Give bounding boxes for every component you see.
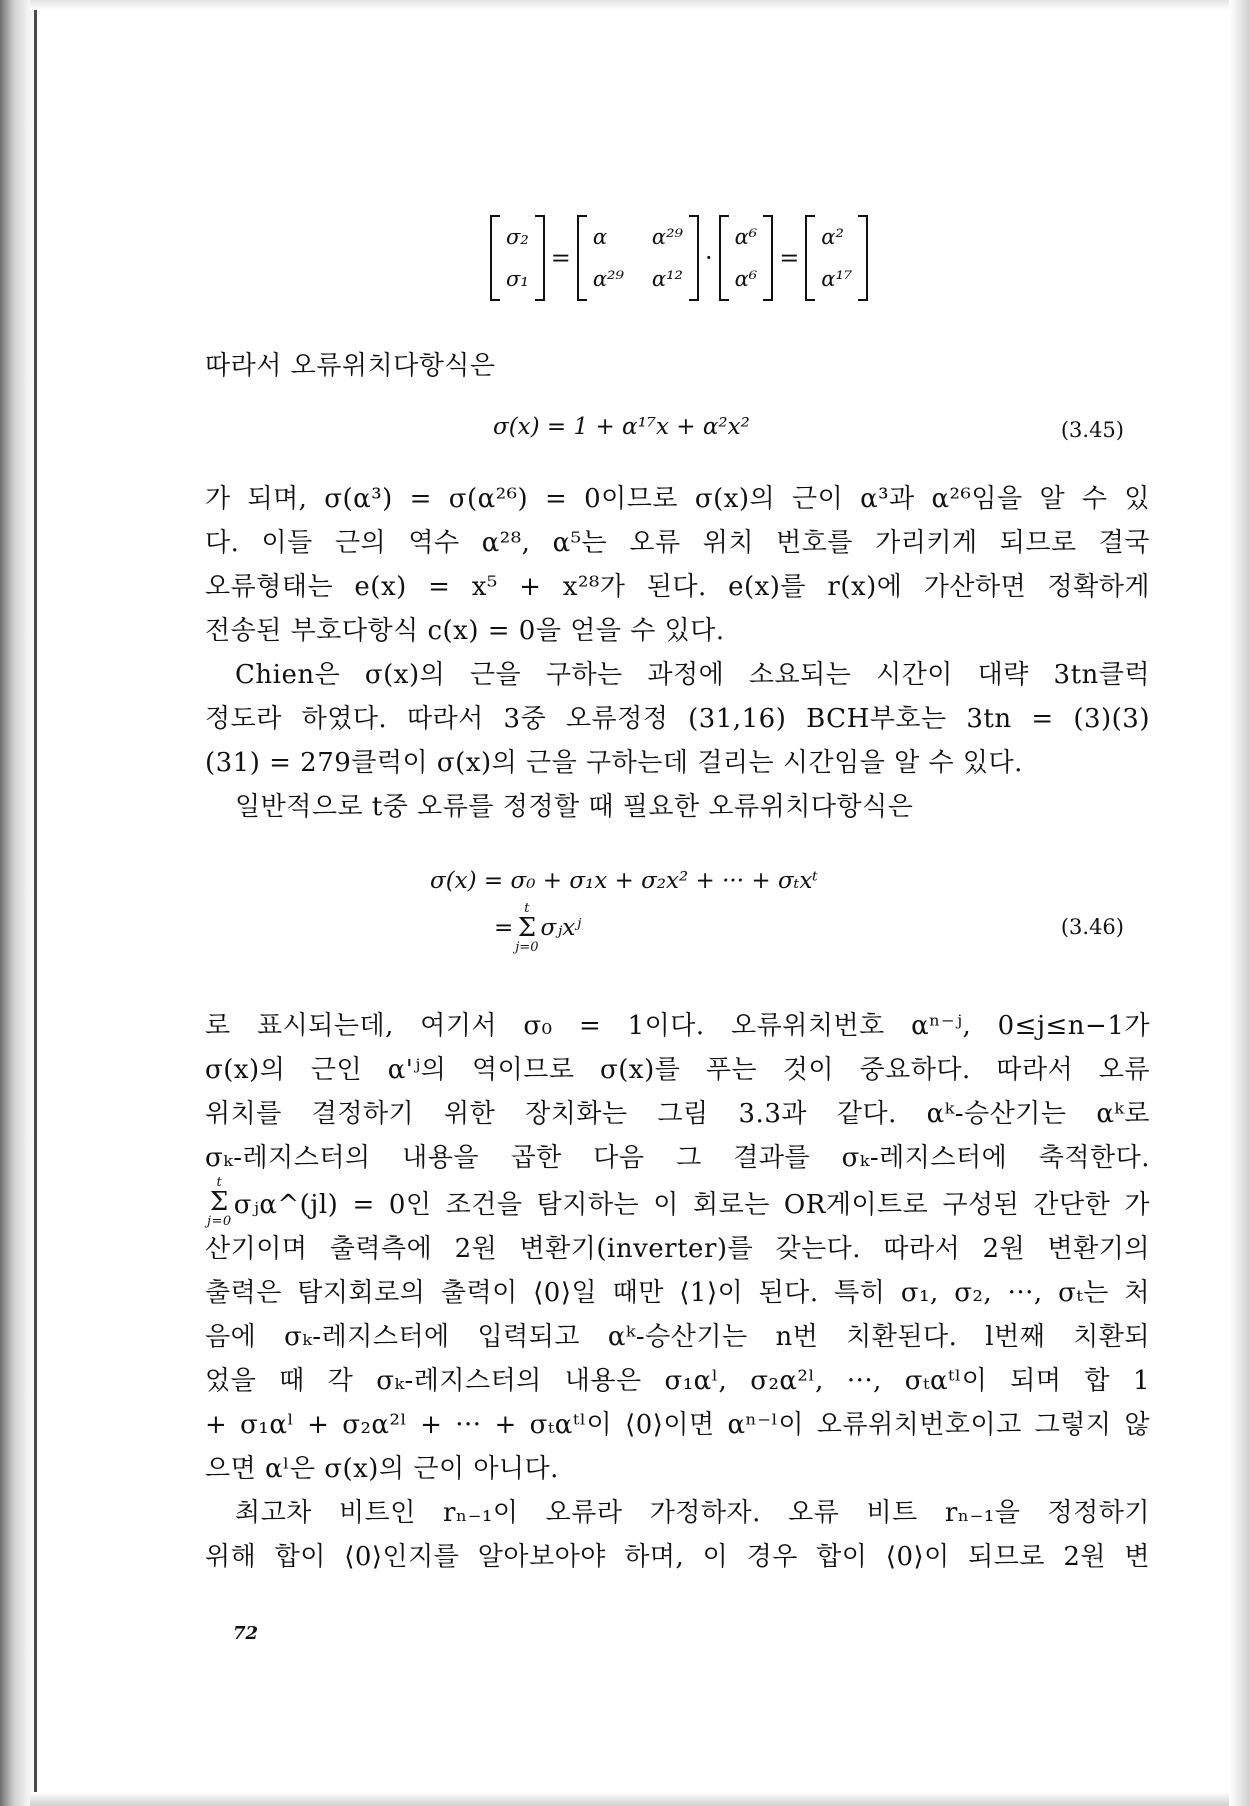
page-number: 72 bbox=[233, 1623, 259, 1644]
equation-3-46-line2 bbox=[494, 902, 581, 954]
text-line: 일반적으로 t중 오류를 정정할 때 필요한 오류위치다항식은 bbox=[235, 792, 914, 822]
equation-number: (3.46) bbox=[1060, 915, 1124, 939]
matrix-cell: α²⁹ bbox=[592, 267, 624, 291]
equals-sign: = bbox=[494, 915, 514, 941]
equation-3-45: σ(x) = 1 + α¹⁷x + α²x² bbox=[493, 414, 750, 440]
summation bbox=[515, 902, 538, 954]
equation-number: (3.45) bbox=[1060, 418, 1124, 442]
text-line: 전송된 부호다항식 c(x) = 0을 얻을 수 있다. bbox=[205, 616, 725, 646]
text-line bbox=[205, 1176, 1150, 1228]
page-edge-top bbox=[30, 0, 1229, 10]
matrix-cell: α bbox=[592, 225, 608, 249]
text-line: 정도라 하였다. 따라서 3중 오류정정 (31,16) BCH부호는 3tn = (3)(3) bbox=[205, 704, 1150, 734]
matrix-equation bbox=[490, 205, 868, 311]
text-line: 위치를 결정하기 위한 장치화는 그림 3.3과 같다. αᵏ-승산기는 αᵏ로 bbox=[205, 1099, 1150, 1129]
sum-symbol: Σ bbox=[517, 913, 537, 943]
sum-term: σⱼxʲ bbox=[540, 915, 582, 941]
result-vector bbox=[805, 215, 868, 301]
matrix-cell: α¹² bbox=[651, 267, 683, 291]
equals-sign: = bbox=[550, 244, 571, 272]
text-line: σₖ-레지스터의 내용을 곱한 다음 그 결과를 σₖ-레지스터에 축적한다. bbox=[205, 1143, 1150, 1173]
text-line: 다. 이들 근의 역수 α²⁸, α⁵는 오류 위치 번호를 가리키게 되므로 결국 bbox=[205, 528, 1150, 558]
text-line: (31) = 279클럭이 σ(x)의 근을 구하는데 걸리는 시간임을 알 수 있다. bbox=[205, 748, 1023, 778]
page-binding-shadow bbox=[0, 0, 40, 1806]
text-line: 산기이며 출력측에 2원 변환기(inverter)를 갖는다. 따라서 2원 변환기의 bbox=[205, 1234, 1150, 1264]
dot-operator: · bbox=[704, 244, 713, 272]
sum-lower-limit: j=0 bbox=[207, 1214, 232, 1229]
matrix-cell: σ₂ bbox=[506, 225, 529, 249]
matrix-cell: α¹⁷ bbox=[821, 267, 853, 291]
text-line: 으면 αˡ은 σ(x)의 근이 아니다. bbox=[205, 1454, 559, 1484]
text-line: 가 되며, σ(α³) = σ(α²⁶) = 0이므로 σ(x)의 근이 α³과 α²⁶임을 알 수 있 bbox=[205, 484, 1150, 514]
sum-symbol: Σ bbox=[209, 1187, 229, 1217]
syndrome-vector bbox=[719, 215, 774, 301]
page-edge-right bbox=[1229, 0, 1249, 1806]
text-line: σ(x)의 근인 α'ʲ의 역이므로 σ(x)를 푸는 것이 중요하다. 따라서 오류 bbox=[205, 1055, 1150, 1085]
text-line: Chien은 σ(x)의 근을 구하는 과정에 소요되는 시간이 대략 3tn클럭 bbox=[235, 660, 1150, 690]
matrix-cell: α²⁹ bbox=[651, 225, 683, 249]
matrix-cell: α² bbox=[821, 225, 844, 249]
sigma-vector bbox=[490, 215, 545, 301]
text-line: 었을 때 각 σₖ-레지스터의 내용은 σ₁αˡ, σ₂α²ˡ, ···, σₜαᵗˡ이 되며 합 1 bbox=[205, 1366, 1150, 1396]
text-line: 음에 σₖ-레지스터에 입력되고 αᵏ-승산기는 n번 치환된다. l번째 치환되 bbox=[205, 1322, 1150, 1352]
text-span: σⱼα^(jl) = 0인 조건을 탐지하는 이 회로는 OR게이트로 구성된 간단한 가 bbox=[233, 1189, 1150, 1220]
equals-sign: = bbox=[779, 244, 800, 272]
sum-upper-limit: t bbox=[524, 901, 530, 916]
coefficient-matrix bbox=[577, 215, 699, 301]
text-line: 위해 합이 ⟨0⟩인지를 알아보아야 하며, 이 경우 합이 ⟨0⟩이 되므로 2원 변 bbox=[205, 1542, 1150, 1572]
matrix-cell: σ₁ bbox=[506, 267, 529, 291]
sum-upper-limit: t bbox=[216, 1175, 223, 1190]
text-line: 최고차 비트인 rₙ₋₁이 오류라 가정하자. 오류 비트 rₙ₋₁을 정정하기 bbox=[235, 1498, 1150, 1528]
matrix-cell: α⁶ bbox=[734, 267, 758, 291]
summation bbox=[207, 1176, 232, 1228]
matrix-cell: α⁶ bbox=[734, 225, 758, 249]
equation-3-46-line1: σ(x) = σ₀ + σ₁x + σ₂x² + ··· + σₜxᵗ bbox=[430, 868, 818, 894]
page-edge-bottom bbox=[30, 1792, 1229, 1806]
text-line: 따라서 오류위치다항식은 bbox=[205, 351, 496, 381]
text-line: 출력은 탐지회로의 출력이 ⟨0⟩일 때만 ⟨1⟩이 된다. 특히 σ₁, σ₂, ···, σₜ는 처 bbox=[205, 1278, 1150, 1308]
text-line: 오류형태는 e(x) = x⁵ + x²⁸가 된다. e(x)를 r(x)에 가산하면 정확하게 bbox=[205, 572, 1150, 602]
sum-lower-limit: j=0 bbox=[515, 940, 539, 955]
text-line: + σ₁αˡ + σ₂α²ˡ + ··· + σₜαᵗˡ이 ⟨0⟩이면 αⁿ⁻ˡ이 오류위치번호이고 그렇지 않 bbox=[205, 1410, 1150, 1440]
text-line: 로 표시되는데, 여기서 σ₀ = 1이다. 오류위치번호 αⁿ⁻ʲ, 0≤j≤n−1가 bbox=[205, 1011, 1150, 1041]
